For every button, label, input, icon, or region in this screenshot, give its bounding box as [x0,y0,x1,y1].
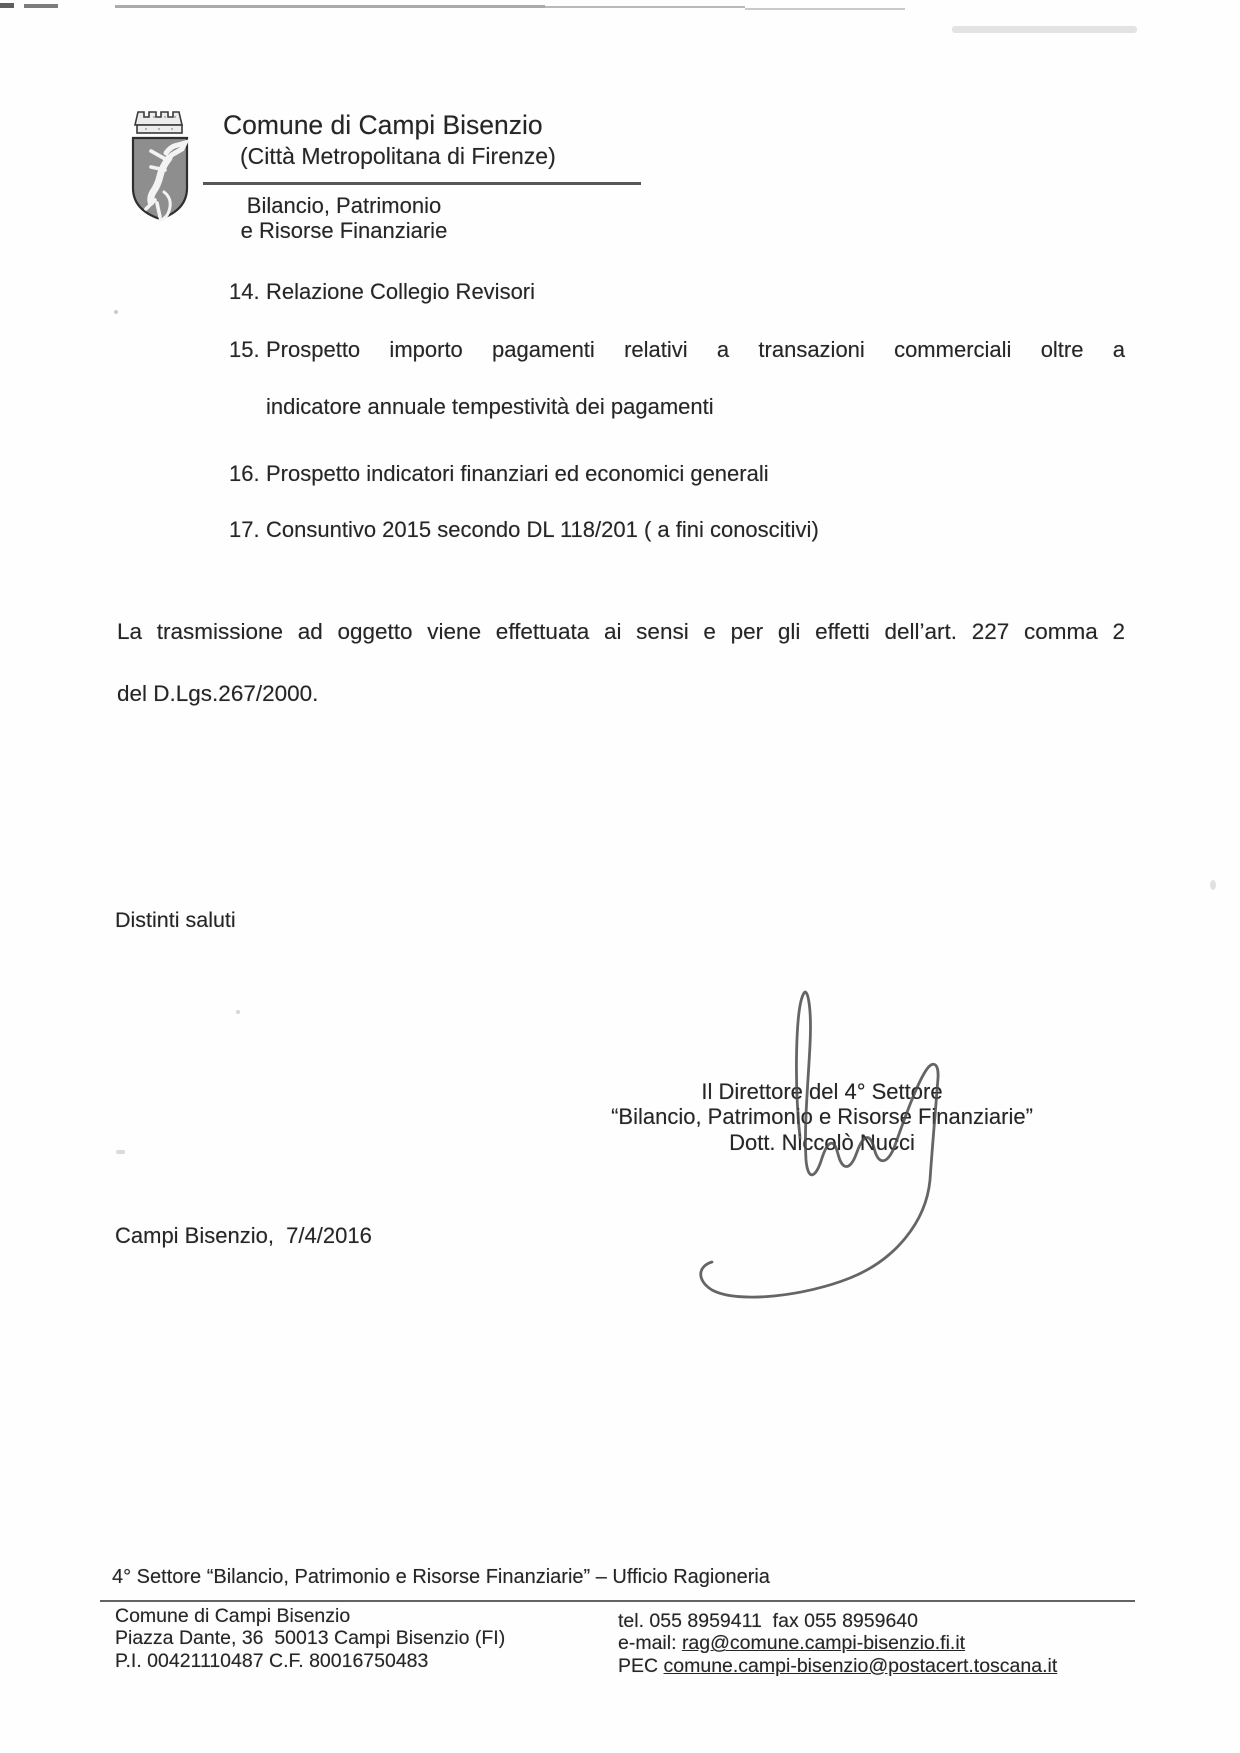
letterhead-rule [203,182,641,185]
letterhead [0,0,1240,250]
scan-speck [236,1010,240,1014]
footer-sector-line: 4° Settore “Bilancio, Patrimonio e Risorse Finanziarie” – Ufficio Ragioneria [112,1566,770,1588]
footer-email-line [618,1632,1057,1654]
list-item-text: Relazione Collegio Revisori [266,279,536,304]
list-item-text: Consuntivo 2015 secondo DL 118/201 ( a fini conoscitivi) [266,517,819,542]
signer-role-line: “Bilancio, Patrimonio e Risorse Finanziarie” [611,1104,1033,1130]
org-subtitle: (Città Metropolitana di Firenze) [240,143,556,169]
footer-org-name: Comune di Campi Bisenzio [115,1605,351,1627]
list-item-text: Prospetto indicatori finanziari ed economici generali [266,461,769,486]
body-paragraph-line: La trasmissione ad oggetto viene effettuata ai sensi e per gli effetti dell’art. 227 comma 2 [117,619,1125,644]
scan-speck [116,1150,125,1154]
email-label: e-mail: [618,1632,682,1655]
footer-rule [100,1600,1135,1602]
signer-role-line: Il Direttore del 4° Settore [701,1079,943,1104]
list-item-text: Prospetto importo pagamenti relativi a transazioni commerciali oltre a [266,337,1125,362]
pec-label: PEC [618,1654,664,1677]
footer-tel-fax: tel. 055 8959411 fax 055 8959640 [618,1610,918,1632]
footer-address-block [115,1605,505,1672]
scan-speck [1210,880,1216,890]
footer-street-address: Piazza Dante, 36 50013 Campi Bisenzio (FI) [115,1627,506,1650]
org-name: Comune di Campi Bisenzio [223,110,543,140]
place-date-line: Campi Bisenzio, 7/4/2016 [115,1223,372,1248]
list-item-number: 16. [229,461,260,486]
pec-link[interactable]: comune.campi-bisenzio@postacert.toscana.it [663,1654,1058,1677]
list-item-16 [229,461,1125,486]
municipal-crest-icon [124,108,196,234]
signer-name: Dott. Niccolò Nucci [729,1129,915,1155]
handwritten-signature [560,960,1080,1310]
list-item-15-continuation: indicatore annuale tempestività dei pagamenti [266,394,714,419]
footer-pec-line [618,1655,1057,1677]
body-paragraph-line: del D.Lgs.267/2000. [117,681,319,706]
list-item-15 [229,337,1125,362]
crown-shape [135,112,182,125]
list-item-17 [229,517,1125,542]
department-line: Bilancio, Patrimonio [246,193,442,218]
footer-contacts-block [618,1610,1057,1677]
footer-tax-codes: P.I. 00421110487 C.F. 80016750483 [115,1649,429,1672]
department-name [232,193,456,244]
department-line: e Risorse Finanziarie [240,218,448,244]
email-link[interactable]: rag@comune.campi-bisenzio.fi.it [681,1632,966,1655]
scan-speck [114,310,118,314]
closing-salutation: Distinti saluti [115,908,236,932]
list-item-number: 14. [229,279,260,304]
list-item-number: 15. [229,337,260,362]
list-item-number: 17. [229,517,260,542]
list-item-14 [229,279,1125,304]
